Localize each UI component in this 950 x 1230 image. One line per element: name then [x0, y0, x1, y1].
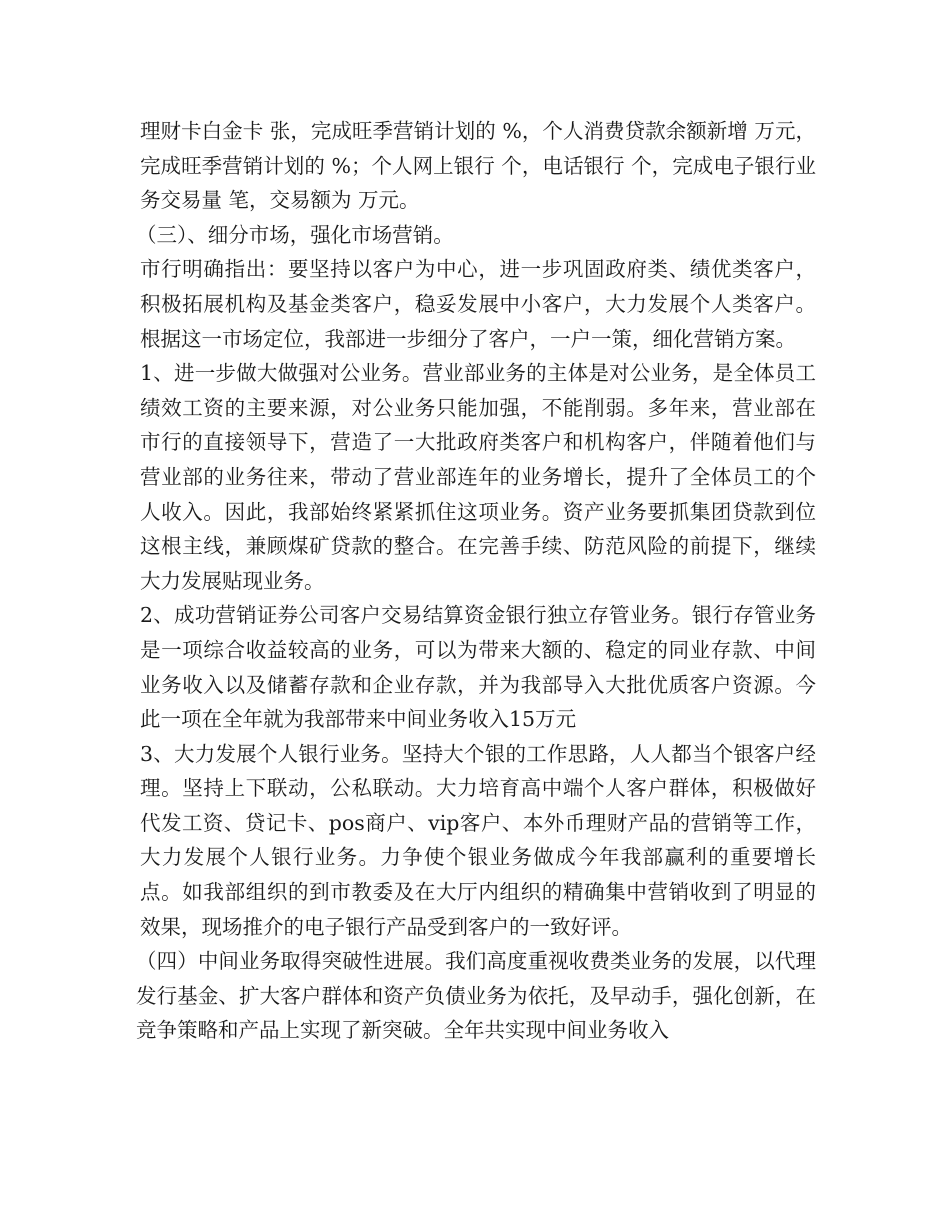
- paragraph-personal-banking: 3、大力发展个人银行业务。坚持大个银的工作思路，人人都当个银客户经理。坚持上下联动，公私联动。大力培育高中端个人客户群体，积极做好代发工资、贷记卡、pos商户、vip客户、本外币理财产品的营销等工作，大力发展个人银行业务。力争使个银业务做成今年我部赢利的重要增长点。如我部组织的到市教委及在大厅内组织的精确集中营销收到了明显的效果，现场推介的电子银行产品受到客户的一致好评。: [140, 741, 816, 939]
- paragraph-card-sales: 理财卡白金卡 张，完成旺季营销计划的 %，个人消费贷款余额新增 万元，完成旺季营销计划的 %；个人网上银行 个，电话银行 个，完成电子银行业务交易量 笔，交易额为 万元。: [140, 119, 816, 213]
- paragraph-corporate-business: 1、进一步做大做强对公业务。营业部业务的主体是对公业务，是全体员工绩效工资的主要来源，对公业务只能加强，不能削弱。多年来，营业部在市行的直接领导下，营造了一大批政府类客户和机构客户，伴随着他们与营业部的业务往来，带动了营业部连年的业务增长，提升了全体员工的个人收入。因此，我部始终紧紧抓住这项业务。资产业务要抓集团贷款到位这根主线，兼顾煤矿贷款的整合。在完善手续、防范风险的前提下，继续大力发展贴现业务。: [140, 361, 816, 593]
- paragraph-securities-custody: 2、成功营销证券公司客户交易结算资金银行独立存管业务。银行存管业务是一项综合收益较高的业务，可以为带来大额的、稳定的同业存款、中间业务收入以及储蓄存款和企业存款，并为我部导入大批优质客户资源。今此一项在全年就为我部带来中间业务收入15万元: [140, 603, 816, 732]
- paragraph-intermediate-business: （四）中间业务取得突破性进展。我们高度重视收费类业务的发展，以代理发行基金、扩大客户群体和资产负债业务为依托，及早动手，强化创新，在竞争策略和产品上实现了新突破。全年共实现中间业务收入: [136, 949, 816, 1043]
- heading-section-three: （三）、细分市场，强化市场营销。: [136, 222, 454, 247]
- document-body: [136, 114, 816, 1048]
- paragraph-market-positioning: 市行明确指出：要坚持以客户为中心，进一步巩固政府类、绩优类客户，积极拓展机构及基金类客户，稳妥发展中小客户，大力发展个人类客户。根据这一市场定位，我部进一步细分了客户，一户一策，细化营销方案。: [140, 257, 816, 351]
